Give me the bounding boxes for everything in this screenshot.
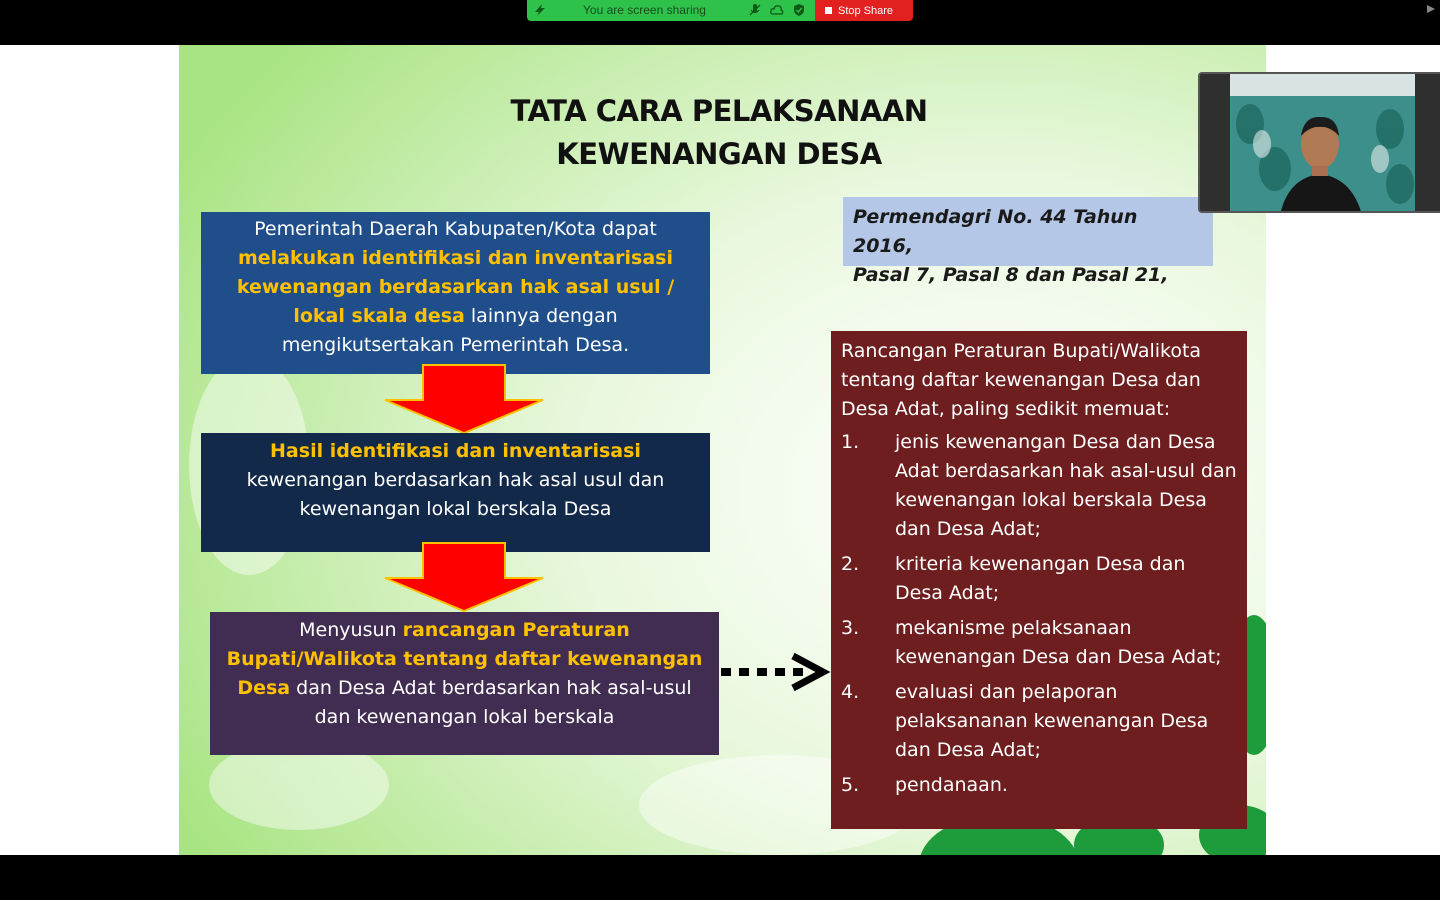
bottom-black-bar (0, 855, 1440, 900)
step3-text-2: dan Desa Adat berdasarkan hak asal-usul dan kewenangan lokal berskala (296, 677, 692, 728)
item-number: 2. (841, 553, 860, 575)
slide-title-line1: TATA CARA PELAKSANAAN (510, 94, 928, 128)
dotted-right-arrow-icon (719, 650, 833, 694)
slide-title (419, 90, 1019, 176)
step2-text: kewenangan berdasarkan hak asal usul dan kewenangan lokal berskala Desa (246, 469, 665, 520)
reference-line1: Permendagri No. 44 Tahun 2016, (853, 206, 1138, 257)
step3-highlight: rancangan Peraturan Bupati/Walikota tentang daftar kewenangan Desa (226, 619, 703, 699)
step2-highlight: Hasil identifikasi dan inventarisasi (270, 440, 641, 462)
step1-highlight: melakukan identifikasi dan inventarisasi kewenangan berdasarkan hak asal usul / lokal skala desa (236, 247, 675, 327)
share-status (527, 0, 815, 21)
shield-icon[interactable] (792, 3, 806, 17)
mic-icon[interactable] (748, 3, 762, 17)
list-item (841, 678, 1237, 765)
down-arrow-icon (383, 542, 545, 612)
panel-intro: Rancangan Peraturan Bupati/Walikota tentang daftar kewenangan Desa dan Desa Adat, paling sedikit memuat: (841, 340, 1202, 420)
reference-line2: Pasal 7, Pasal 8 dan Pasal 21, (853, 264, 1169, 286)
share-status-text: You are screen sharing (583, 3, 706, 17)
presenter-video-frame (1200, 74, 1440, 213)
list-item (841, 614, 1237, 672)
item-text: jenis kewenangan Desa dan Desa Adat berdasarkan hak asal-usul dan kewenangan lokal berskala Desa dan Desa Adat; (895, 431, 1237, 540)
stop-share-label: Stop Share (838, 4, 894, 17)
down-arrow-icon (383, 364, 545, 434)
step1-text-1: Pemerintah Daerah Kabupaten/Kota dapat (254, 218, 657, 240)
stop-square-icon (825, 7, 832, 14)
cloud-icon[interactable] (770, 3, 784, 17)
requirements-list (841, 428, 1237, 800)
list-item (841, 550, 1237, 608)
item-text: mekanisme pelaksanaan kewenangan Desa dan Desa Adat; (895, 617, 1222, 668)
presenter-video[interactable] (1198, 72, 1440, 213)
content-requirements-panel (831, 331, 1247, 829)
list-item (841, 428, 1237, 544)
step3-box (210, 612, 719, 755)
item-number: 5. (841, 774, 860, 796)
slide-title-line2: KEWENANGAN DESA (556, 137, 882, 171)
screen-share-bar (527, 0, 913, 21)
legal-reference (843, 197, 1213, 286)
item-text: evaluasi dan pelaporan pelaksananan kewenangan Desa dan Desa Adat; (895, 681, 1209, 761)
step2-box (201, 433, 710, 552)
step3-text-1: Menyusun (299, 619, 397, 641)
item-number: 4. (841, 681, 860, 703)
step1-box (201, 212, 710, 374)
stop-share-button[interactable] (815, 0, 913, 21)
item-text: kriteria kewenangan Desa dan Desa Adat; (895, 553, 1186, 604)
share-bolt-icon (533, 3, 547, 17)
item-number: 3. (841, 617, 860, 639)
item-number: 1. (841, 431, 860, 453)
list-item (841, 771, 1237, 800)
step1-text-2: lainnya dengan mengikutsertakan Pemerintah Desa. (281, 305, 630, 356)
item-text: pendanaan. (895, 774, 1008, 796)
window-corner-icon (1426, 4, 1436, 14)
